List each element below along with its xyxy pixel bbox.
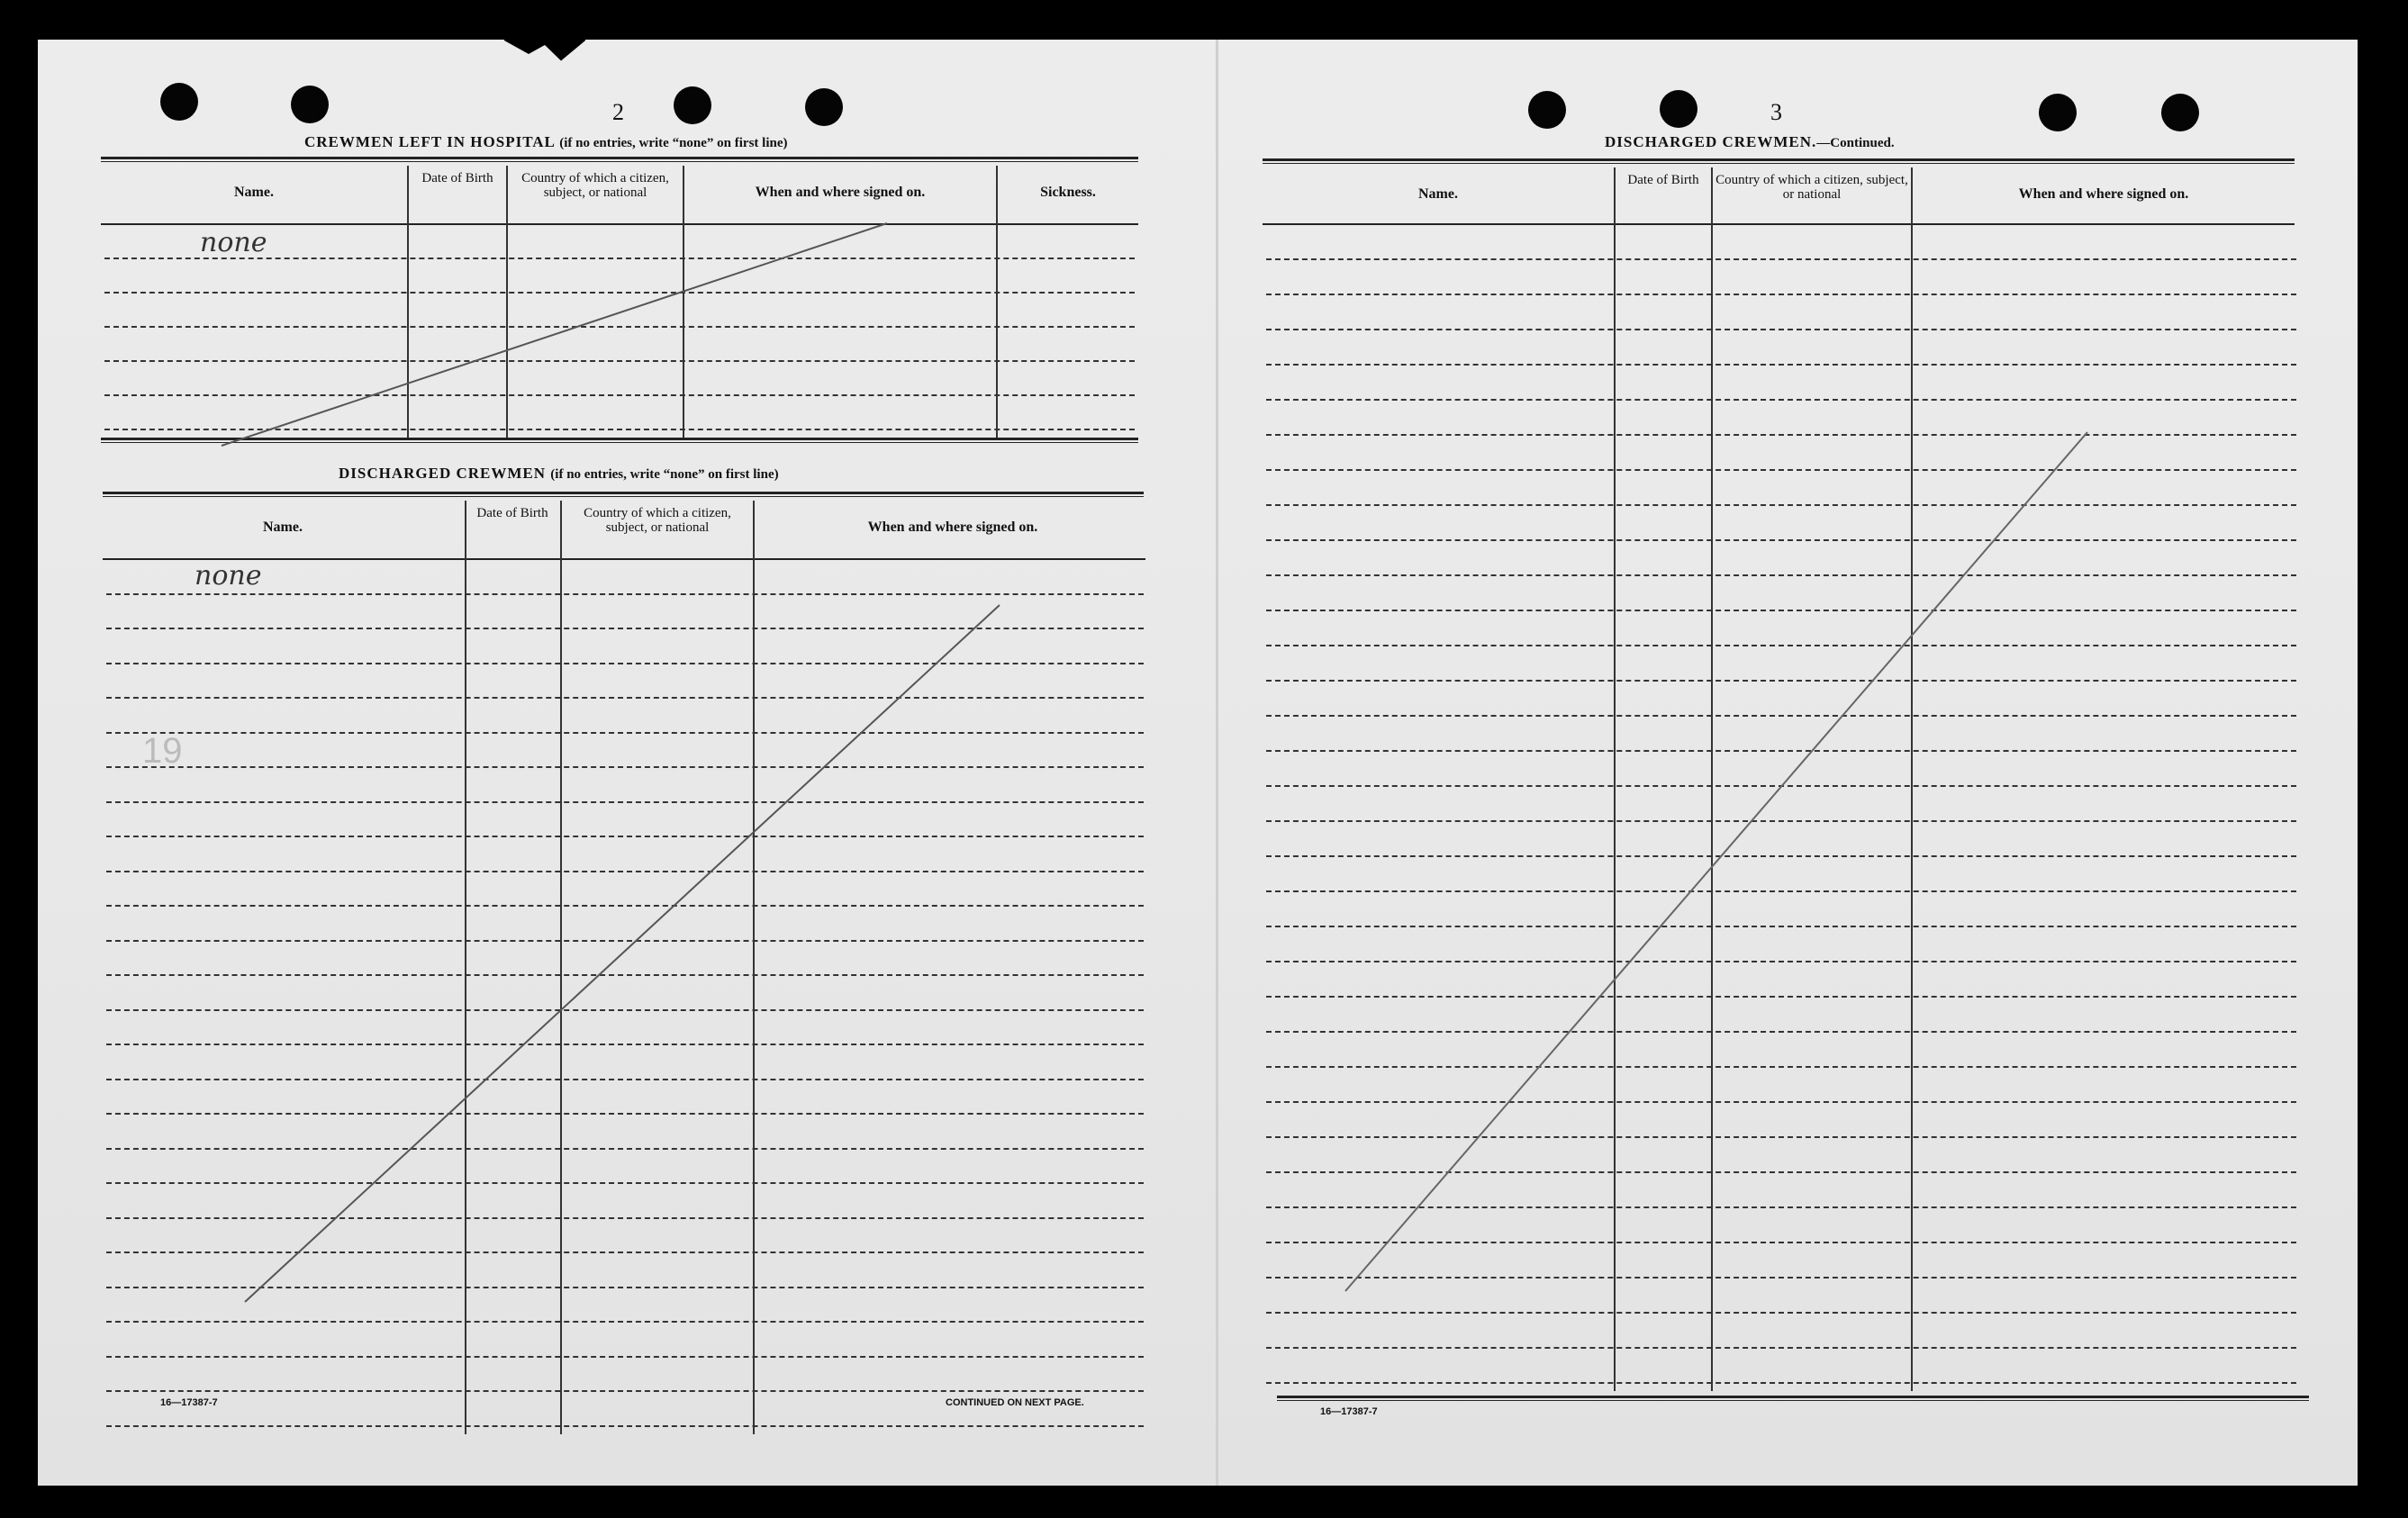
form-number-right: 16—17387-7 — [1320, 1406, 1378, 1417]
discharged-instruction: (if no entries, write “none” on first line) — [550, 467, 779, 482]
cancel-stroke-left — [245, 605, 1000, 1302]
page-number-right: 3 — [1770, 99, 1782, 125]
discharged-title-text: DISCHARGED CREWMEN — [339, 465, 547, 482]
col-header-signed-on: When and where signed on. — [867, 520, 1038, 535]
hospital-instruction: (if no entries, write “none” on first line) — [559, 136, 788, 150]
col-header-country: Country of which a citizen, subject, or national — [584, 506, 731, 535]
discharged-continued-title: DISCHARGED CREWMEN. — [1605, 133, 1817, 150]
col-header-name: Name. — [263, 520, 303, 535]
discharged-continued-suffix: —Continued. — [1816, 136, 1895, 150]
form-number-left: 16—17387-7 — [160, 1397, 218, 1408]
col-header-country: Country of which a citizen, subject, or national — [1715, 173, 1908, 202]
col-header-date-of-birth: Date of Birth — [476, 506, 548, 520]
cancel-stroke-right — [1345, 432, 2087, 1291]
hospital-title-text: CREWMEN LEFT IN HOSPITAL — [304, 133, 555, 150]
col-header-name: Name. — [234, 185, 274, 200]
continued-note: CONTINUED ON NEXT PAGE. — [946, 1397, 1084, 1408]
hospital-entry-none: none — [200, 227, 267, 258]
col-header-date-of-birth: Date of Birth — [421, 171, 493, 185]
col-header-date-of-birth: Date of Birth — [1627, 173, 1699, 187]
bleed-through-number: 19 — [142, 731, 183, 771]
page-number-left: 2 — [612, 99, 624, 125]
cancel-stroke-hospital — [222, 223, 887, 446]
col-header-name: Name. — [1418, 186, 1458, 202]
col-header-signed-on: When and where signed on. — [755, 185, 926, 200]
col-header-signed-on: When and where signed on. — [2018, 186, 2189, 202]
col-header-sickness: Sickness. — [1040, 185, 1096, 200]
discharged-entry-none: none — [195, 560, 262, 592]
col-header-country: Country of which a citizen, subject, or national — [521, 171, 669, 200]
